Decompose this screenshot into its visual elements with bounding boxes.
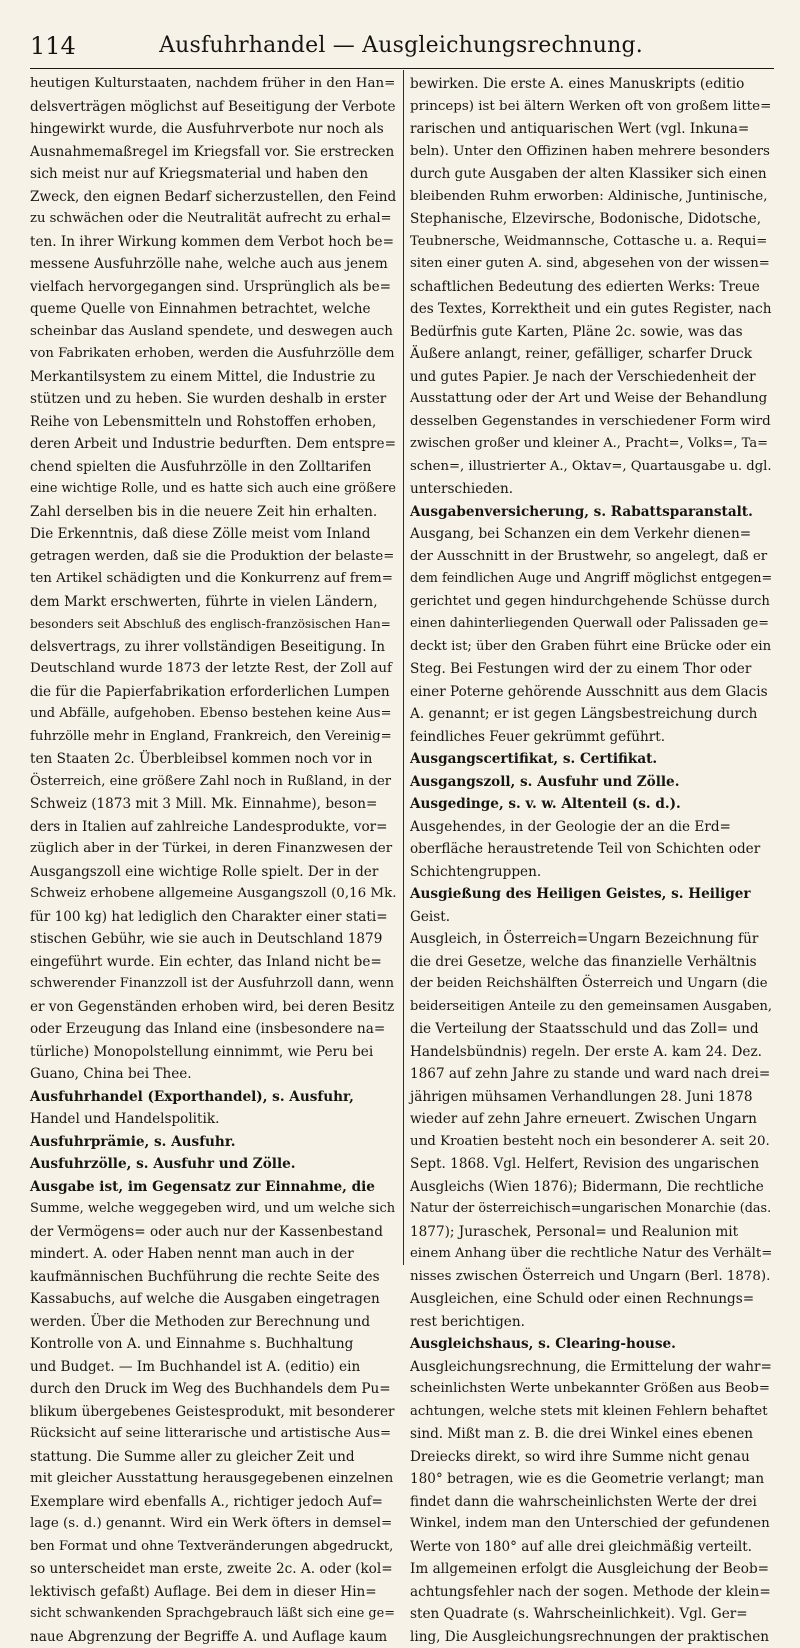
text-line: Ausfuhrhandel (Exporthandel), s. Ausfuhr, xyxy=(30,1086,396,1109)
text-line: ten Staaten 2c. Überbleibsel kommen noch vor in xyxy=(30,748,396,771)
text-line: stischen Gebühr, wie sie auch in Deutschland 1879 xyxy=(30,928,396,951)
text-line: nisses zwischen Österreich und Ungarn (Berl. 1878). xyxy=(410,1266,772,1289)
text-line: unterschieden. xyxy=(410,478,772,501)
column-divider xyxy=(403,70,404,1265)
text-line: findet dann die wahrscheinlichsten Werte der drei xyxy=(410,1491,772,1514)
text-line: deckt ist; über den Graben führt eine Brücke oder ein xyxy=(410,636,772,659)
text-line: ling, Die Ausgleichungsrechnungen der praktischen xyxy=(410,1626,772,1648)
text-line: Deutschland wurde 1873 der letzte Rest, der Zoll auf xyxy=(30,658,396,681)
text-line: Merkantilsystem zu einem Mittel, die Industrie zu xyxy=(30,366,396,389)
text-line: Kontrolle von A. und Einnahme s. Buchhaltung xyxy=(30,1333,396,1356)
text-line: Äußere anlangt, reiner, gefälliger, scharfer Druck xyxy=(410,343,772,366)
text-line: einem Anhang über die rechtliche Natur des Verhält= xyxy=(410,1243,772,1266)
text-line: 1877); Juraschek, Personal= und Realunion mit xyxy=(410,1221,772,1244)
text-line: ten Artikel schädigten und die Konkurrenz auf frem= xyxy=(30,568,396,591)
text-line: blikum übergebenes Geistesprodukt, mit besonderer xyxy=(30,1401,396,1424)
text-line: Ausnahmemaßregel im Kriegsfall vor. Sie erstrecken xyxy=(30,141,396,164)
text-line: die Verteilung der Staatsschuld und das Zoll= und xyxy=(410,1018,772,1041)
text-line: bleibenden Ruhm erworben: Aldinische, Juntinische, xyxy=(410,186,772,209)
text-line: eingeführt wurde. Ein echter, das Inland nicht be= xyxy=(30,951,396,974)
text-line: dem Markt erschwerten, führte in vielen Ländern, xyxy=(30,591,396,614)
text-line: sten Quadrate (s. Wahrscheinlichkeit). Vgl. Ger= xyxy=(410,1603,772,1626)
text-line: Handel und Handelspolitik. xyxy=(30,1108,396,1131)
text-line: so unterscheidet man erste, zweite 2c. A. oder (kol= xyxy=(30,1558,396,1581)
right-column xyxy=(410,73,772,1271)
text-line: Im allgemeinen erfolgt die Ausgleichung der Beob= xyxy=(410,1558,772,1581)
text-line: stattung. Die Summe aller zu gleicher Zeit und xyxy=(30,1446,396,1469)
text-line: Ausgabe ist, im Gegensatz zur Einnahme, die xyxy=(30,1176,396,1199)
text-line: er von Gegenständen erhoben wird, bei deren Besitz xyxy=(30,996,396,1019)
text-line: kaufmännischen Buchführung die rechte Seite des xyxy=(30,1266,396,1289)
text-line: messene Ausfuhrzölle nahe, welche auch aus jenem xyxy=(30,253,396,276)
text-line: Exemplare wird ebenfalls A., richtiger jedoch Auf= xyxy=(30,1491,396,1514)
text-line: zwischen großer und kleiner A., Pracht=, Volks=, Ta= xyxy=(410,433,772,456)
text-line: Ausgangscertifikat, s. Certifikat. xyxy=(410,748,772,771)
text-line: stützen und zu heben. Sie wurden deshalb in erster xyxy=(30,388,396,411)
text-line: beiderseitigen Anteile zu den gemeinsamen Ausgaben, xyxy=(410,996,772,1019)
text-line: dem feindlichen Auge und Angriff möglichst entgegen= xyxy=(410,568,772,591)
text-line: vielfach hervorgegangen sind. Ursprünglich als be= xyxy=(30,276,396,299)
text-line: der Ausschnitt in der Brustwehr, so angelegt, daß er xyxy=(410,546,772,569)
text-line: Reihe von Lebensmitteln und Rohstoffen erhoben, xyxy=(30,411,396,434)
text-line: von Fabrikaten erhoben, werden die Ausfuhrzölle dem xyxy=(30,343,396,366)
text-line: der beiden Reichshälften Österreich und Ungarn (die xyxy=(410,973,772,996)
text-line: ben Format und ohne Textveränderungen abgedruckt, xyxy=(30,1536,396,1559)
text-line: werden. Über die Methoden zur Berechnung und xyxy=(30,1311,396,1334)
text-line: queme Quelle von Einnahmen betrachtet, welche xyxy=(30,298,396,321)
text-line: sind. Mißt man z. B. die drei Winkel eines ebenen xyxy=(410,1423,772,1446)
text-line: ten. In ihrer Wirkung kommen dem Verbot hoch be= xyxy=(30,231,396,254)
text-line: A. genannt; er ist gegen Längsbestreichung durch xyxy=(410,703,772,726)
text-line: Ausgangszoll eine wichtige Rolle spielt. Der in der xyxy=(30,861,396,884)
text-line: ders in Italien auf zahlreiche Landesprodukte, vor= xyxy=(30,816,396,839)
text-line: gerichtet und gegen hindurchgehende Schüsse durch xyxy=(410,591,772,614)
text-line: besonders seit Abschluß des englisch-französischen Han= xyxy=(30,613,396,636)
text-line: Schweiz erhobene allgemeine Ausgangszoll (0,16 Mk. xyxy=(30,883,396,906)
text-line: achtungen, welche stets mit kleinen Fehlern behaftet xyxy=(410,1401,772,1424)
text-line: Ausgleichshaus, s. Clearing-house. xyxy=(410,1333,772,1356)
text-line: Ausgleichs (Wien 1876); Bidermann, Die rechtliche xyxy=(410,1176,772,1199)
text-line: Ausfuhrzölle, s. Ausfuhr und Zölle. xyxy=(30,1153,396,1176)
text-line: durch den Druck im Weg des Buchhandels dem Pu= xyxy=(30,1378,396,1401)
text-line: rarischen und antiquarischen Wert (vgl. Inkuna= xyxy=(410,118,772,141)
text-line: wieder auf zehn Jahre erneuert. Zwischen Ungarn xyxy=(410,1108,772,1131)
text-line: Ausstattung oder der Art und Weise der Behandlung xyxy=(410,388,772,411)
text-line: scheinlichsten Werte unbekannter Größen aus Beob= xyxy=(410,1378,772,1401)
text-line: hingewirkt wurde, die Ausfuhrverbote nur noch als xyxy=(30,118,396,141)
text-line: Handelsbündnis) regeln. Der erste A. kam 24. Dez. xyxy=(410,1041,772,1064)
text-line: Österreich, eine größere Zahl noch in Rußland, in der xyxy=(30,771,396,794)
text-line: des Textes, Korrektheit und ein gutes Register, nach xyxy=(410,298,772,321)
text-line: 1867 auf zehn Jahre zu stande und ward nach drei= xyxy=(410,1063,772,1086)
text-line: Ausgedinge, s. v. w. Altenteil (s. d.). xyxy=(410,793,772,816)
text-line: achtungsfehler nach der sogen. Methode der klein= xyxy=(410,1581,772,1604)
text-line: Schweiz (1873 mit 3 Mill. Mk. Einnahme), beson= xyxy=(30,793,396,816)
text-line: Ausgleichungsrechnung, die Ermittelung der wahr= xyxy=(410,1356,772,1379)
left-column xyxy=(30,73,396,1271)
text-line: Ausfuhrprämie, s. Ausfuhr. xyxy=(30,1131,396,1154)
text-line: schaftlichen Bedeutung des edierten Werks: Treue xyxy=(410,276,772,299)
text-line: Ausgangszoll, s. Ausfuhr und Zölle. xyxy=(410,771,772,794)
text-line: getragen werden, daß sie die Produktion der belaste= xyxy=(30,546,396,569)
text-line: lektivisch gefaßt) Auflage. Bei dem in dieser Hin= xyxy=(30,1581,396,1604)
text-line: und Kroatien besteht noch ein besonderer A. seit 20. xyxy=(410,1131,772,1154)
text-line: mindert. A. oder Haben nennt man auch in der xyxy=(30,1243,396,1266)
text-line: eine wichtige Rolle, und es hatte sich auch eine größere xyxy=(30,478,396,501)
text-line: Winkel, indem man den Unterschied der gefundenen xyxy=(410,1513,772,1536)
text-line: Ausgleichen, eine Schuld oder einen Rechnungs= xyxy=(410,1288,772,1311)
text-line: Ausgang, bei Schanzen ein dem Verkehr dienen= xyxy=(410,523,772,546)
text-line: Ausgabenversicherung, s. Rabattsparanstalt. xyxy=(410,501,772,524)
text-line: für 100 kg) hat lediglich den Charakter einer stati= xyxy=(30,906,396,929)
text-line: rest berichtigen. xyxy=(410,1311,772,1334)
text-line: Die Erkenntnis, daß diese Zölle meist vom Inland xyxy=(30,523,396,546)
text-line: Kassabuchs, auf welche die Ausgaben eingetragen xyxy=(30,1288,396,1311)
text-line: Geist. xyxy=(410,906,772,929)
text-line: Steg. Bei Festungen wird der zu einem Thor oder xyxy=(410,658,772,681)
page-header xyxy=(30,32,772,68)
text-line: Ausgleich, in Österreich=Ungarn Bezeichnung für xyxy=(410,928,772,951)
text-line: deren Arbeit und Industrie bedurften. Dem entspre= xyxy=(30,433,396,456)
text-line: und Budget. — Im Buchhandel ist A. (editio) ein xyxy=(30,1356,396,1379)
text-line: die drei Gesetze, welche das finanzielle Verhältnis xyxy=(410,951,772,974)
text-line: Stephanische, Elzevirsche, Bodonische, Didotsche, xyxy=(410,208,772,231)
text-line: Bedürfnis gute Karten, Pläne 2c. sowie, was das xyxy=(410,321,772,344)
text-line: Ausgehendes, in der Geologie der an die Erd= xyxy=(410,816,772,839)
text-line: desselben Gegenstandes in verschiedener Form wird xyxy=(410,411,772,434)
text-line: Schichtengruppen. xyxy=(410,861,772,884)
text-line: Dreiecks direkt, so wird ihre Summe nicht genau xyxy=(410,1446,772,1469)
text-line: delsvertrags, zu ihrer vollständigen Beseitigung. In xyxy=(30,636,396,659)
text-line: lage (s. d.) genannt. Wird ein Werk öfters in demsel= xyxy=(30,1513,396,1536)
text-line: durch gute Ausgaben der alten Klassiker sich einen xyxy=(410,163,772,186)
text-line: feindliches Feuer gekrümmt geführt. xyxy=(410,726,772,749)
text-line: oder Erzeugung das Inland eine (insbesondere na= xyxy=(30,1018,396,1041)
text-line: oberfläche heraustretende Teil von Schichten oder xyxy=(410,838,772,861)
text-line: chend spielten die Ausfuhrzölle in den Zolltarifen xyxy=(30,456,396,479)
text-line: sich meist nur auf Kriegsmaterial und haben den xyxy=(30,163,396,186)
text-line: zu schwächen oder die Neutralität aufrecht zu erhal= xyxy=(30,208,396,231)
text-line: 180° betragen, wie es die Geometrie verlangt; man xyxy=(410,1468,772,1491)
text-line: einer Poterne gehörende Ausschnitt aus dem Glacis xyxy=(410,681,772,704)
text-line: schen=, illustrierter A., Oktav=, Quartausgabe u. dgl. xyxy=(410,456,772,479)
text-line: türliche) Monopolstellung einnimmt, wie Peru bei xyxy=(30,1041,396,1064)
text-line: Sept. 1868. Vgl. Helfert, Revision des ungarischen xyxy=(410,1153,772,1176)
text-line: jährigen mühsamen Verhandlungen 28. Juni 1878 xyxy=(410,1086,772,1109)
text-line: sicht schwankenden Sprachgebrauch läßt sich eine ge= xyxy=(30,1603,396,1626)
text-line: Zweck, den eignen Bedarf sicherzustellen, den Feind xyxy=(30,186,396,209)
text-line: der Vermögens= oder auch nur der Kassenbestand xyxy=(30,1221,396,1244)
text-line: heutigen Kulturstaaten, nachdem früher in den Han= xyxy=(30,73,396,96)
text-line: princeps) ist bei ältern Werken oft von großem litte= xyxy=(410,96,772,119)
text-line: siten einer guten A. sind, abgesehen von der wissen= xyxy=(410,253,772,276)
text-line: Teubnersche, Weidmannsche, Cottasche u. a. Requi= xyxy=(410,231,772,254)
text-line: Summe, welche weggegeben wird, und um welche sich xyxy=(30,1198,396,1221)
text-line: beln). Unter den Offizinen haben mehrere besonders xyxy=(410,141,772,164)
text-line: scheinbar das Ausland spendete, und deswegen auch xyxy=(30,321,396,344)
text-line: und Abfälle, aufgehoben. Ebenso bestehen keine Aus= xyxy=(30,703,396,726)
text-line: fuhrzölle mehr in England, Frankreich, den Vereinig= xyxy=(30,726,396,749)
page-number: 114 xyxy=(30,32,76,60)
text-line: Rücksicht auf seine litterarische und artistische Aus= xyxy=(30,1423,396,1446)
text-line: die für die Papierfabrikation erforderlichen Lumpen xyxy=(30,681,396,704)
header-rule xyxy=(30,68,774,69)
text-line: züglich aber in der Türkei, in deren Finanzwesen der xyxy=(30,838,396,861)
text-line: Guano, China bei Thee. xyxy=(30,1063,396,1086)
text-line: und gutes Papier. Je nach der Verschiedenheit der xyxy=(410,366,772,389)
text-line: Ausgießung des Heiligen Geistes, s. Heiliger xyxy=(410,883,772,906)
text-line: Werte von 180° auf alle drei gleichmäßig verteilt. xyxy=(410,1536,772,1559)
text-line: Zahl derselben bis in die neuere Zeit hin erhalten. xyxy=(30,501,396,524)
running-head: Ausfuhrhandel — Ausgleichungsrechnung. xyxy=(30,32,772,60)
text-line: bewirken. Die erste A. eines Manuskripts (editio xyxy=(410,73,772,96)
text-line: naue Abgrenzung der Begriffe A. und Auflage kaum xyxy=(30,1626,396,1648)
text-line: delsverträgen möglichst auf Beseitigung der Verbote xyxy=(30,96,396,119)
text-line: schwerender Finanzzoll ist der Ausfuhrzoll dann, wenn xyxy=(30,973,396,996)
text-line: einen dahinterliegenden Querwall oder Palissaden ge= xyxy=(410,613,772,636)
text-line: mit gleicher Ausstattung herausgegebenen einzelnen xyxy=(30,1468,396,1491)
text-line: Natur der österreichisch=ungarischen Monarchie (das. xyxy=(410,1198,772,1221)
